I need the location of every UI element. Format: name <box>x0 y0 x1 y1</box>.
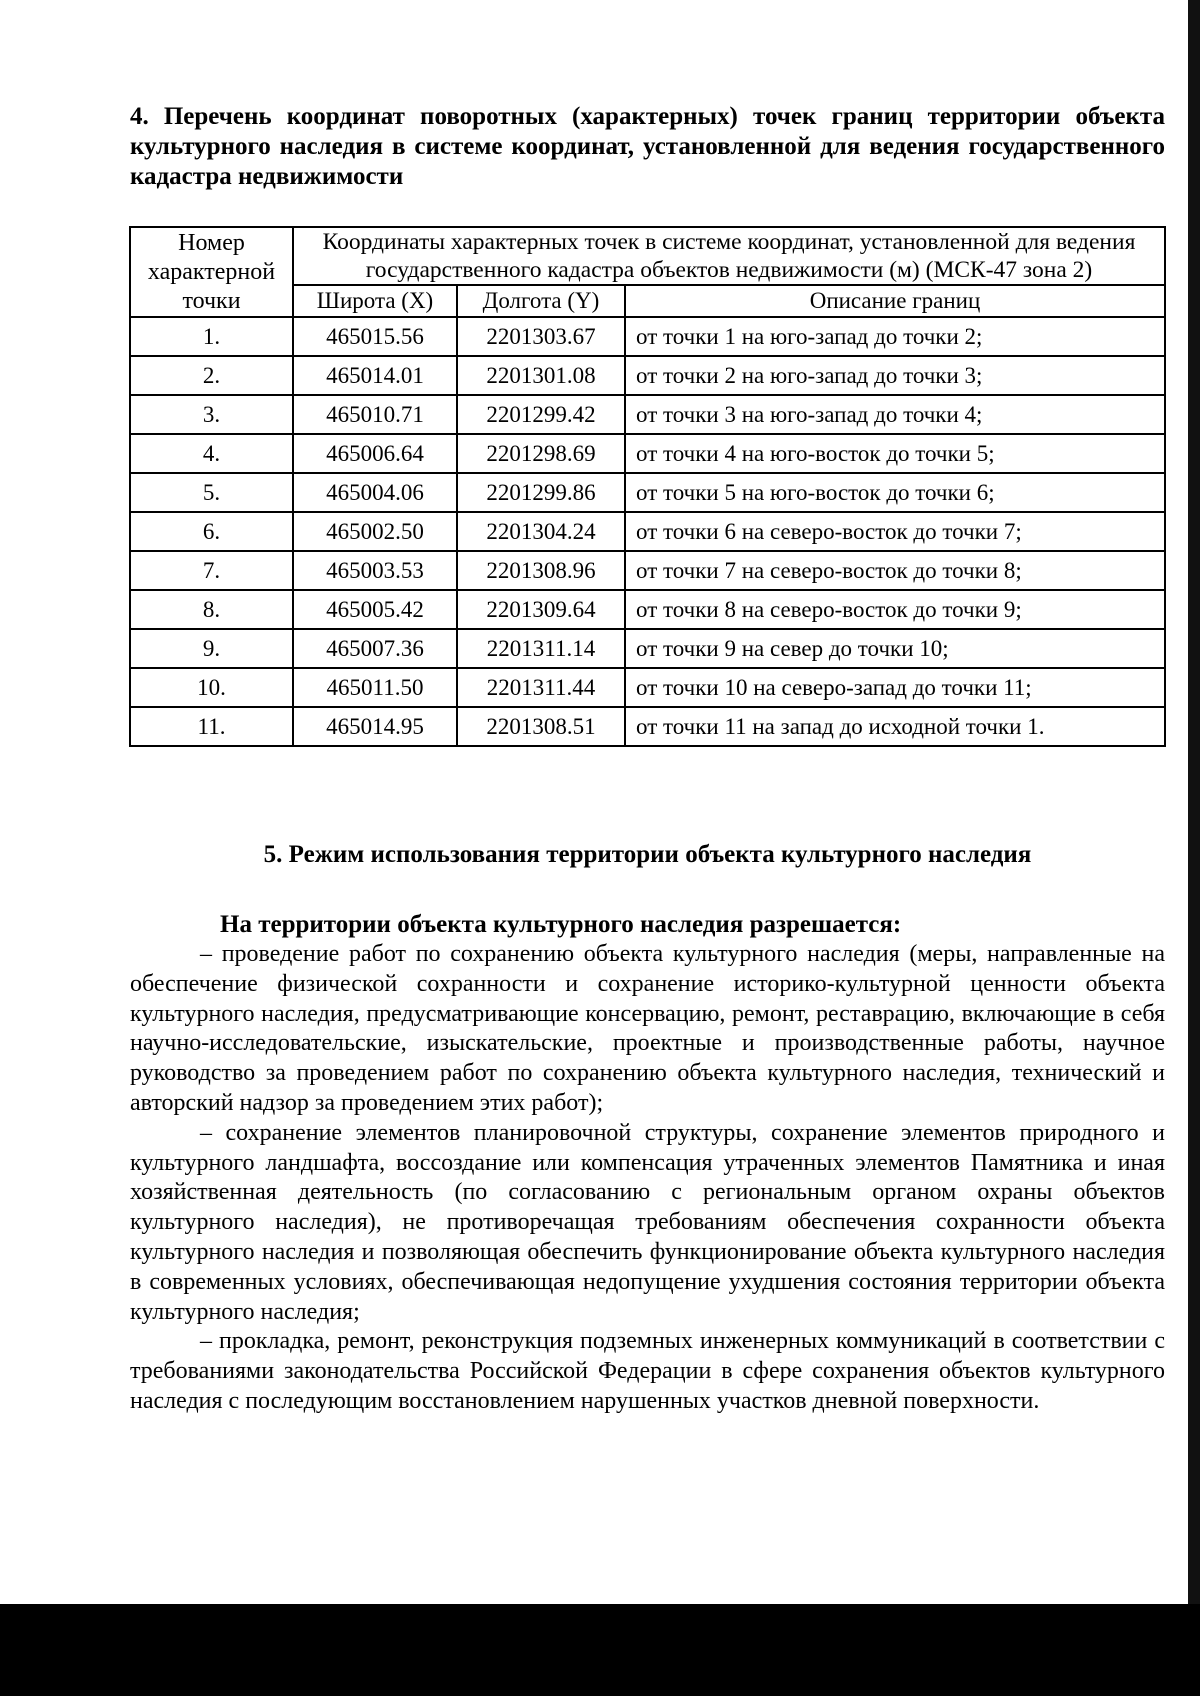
header-coordinates: Координаты характерных точек в системе координат, установленной для ведения государственного кадастра объектов недвижимости (м) (МСК-47 зона 2) <box>293 227 1165 285</box>
table-row <box>130 317 1165 356</box>
header-point-number: Номер характерной точки <box>130 227 293 317</box>
scan-edge-bottom <box>0 1604 1200 1696</box>
table-row <box>130 629 1165 668</box>
table-row <box>130 356 1165 395</box>
longitude-y: 2201304.24 <box>457 512 625 551</box>
section-5-heading: 5. Режим использования территории объекта культурного наследия <box>263 841 1032 868</box>
latitude-x: 465003.53 <box>293 551 457 590</box>
table-row <box>130 512 1165 551</box>
latitude-x: 465004.06 <box>293 473 457 512</box>
header-latitude-x: Широта (X) <box>293 285 457 317</box>
table-row <box>130 551 1165 590</box>
boundary-description: от точки 1 на юго-запад до точки 2; <box>625 317 1165 356</box>
point-number: 7. <box>130 551 293 590</box>
table-row <box>130 473 1165 512</box>
boundary-description: от точки 4 на юго-восток до точки 5; <box>625 434 1165 473</box>
longitude-y: 2201299.86 <box>457 473 625 512</box>
longitude-y: 2201311.14 <box>457 629 625 668</box>
table-row <box>130 434 1165 473</box>
latitude-x: 465002.50 <box>293 512 457 551</box>
table-row <box>130 395 1165 434</box>
paragraph: – проведение работ по сохранению объекта культурного наследия (меры, направленные на обеспечение физической сохранности и сохранение историко-культурной ценности объекта культурного наследия, предусматривающие консервацию, ремонт, реставрацию, включающие в себя научно-исследовательские, изыскательские, проектные и производственные работы, научное руководство за проведением работ по сохранению объекта культурного наследия, технический и авторский надзор за проведением этих работ); <box>130 941 1165 1116</box>
point-number: 8. <box>130 590 293 629</box>
point-number: 10. <box>130 668 293 707</box>
boundary-description: от точки 8 на северо-восток до точки 9; <box>625 590 1165 629</box>
paragraph: – прокладка, ремонт, реконструкция подземных инженерных коммуникаций в соответствии с требованиями законодательства Российской Федерации в сфере сохранения объектов культурного наследия с последующим восстановлением нарушенных участков дневной поверхности. <box>130 1328 1165 1414</box>
latitude-x: 465014.01 <box>293 356 457 395</box>
boundary-description: от точки 6 на северо-восток до точки 7; <box>625 512 1165 551</box>
boundary-description: от точки 3 на юго-запад до точки 4; <box>625 395 1165 434</box>
latitude-x: 465011.50 <box>293 668 457 707</box>
longitude-y: 2201301.08 <box>457 356 625 395</box>
latitude-x: 465010.71 <box>293 395 457 434</box>
longitude-y: 2201308.51 <box>457 707 625 746</box>
point-number: 11. <box>130 707 293 746</box>
longitude-y: 2201299.42 <box>457 395 625 434</box>
paragraph: – сохранение элементов планировочной структуры, сохранение элементов природного и культурного ландшафта, воссоздание или компенсация утраченных элементов Памятника и иная хозяйственная деятельность (по согласованию с региональным органом охраны объектов культурного наследия), не противоречащая требованиям обеспечения сохранности объекта культурного наследия и позволяющая обеспечить функционирование объекта культурного наследия в современных условиях, обеспечивающая недопущение ухудшения состояния территории объекта культурного наследия; <box>130 1119 1165 1325</box>
header-boundary-description: Описание границ <box>625 285 1165 317</box>
table-row <box>130 590 1165 629</box>
latitude-x: 465005.42 <box>293 590 457 629</box>
latitude-x: 465014.95 <box>293 707 457 746</box>
latitude-x: 465007.36 <box>293 629 457 668</box>
point-number: 6. <box>130 512 293 551</box>
longitude-y: 2201298.69 <box>457 434 625 473</box>
point-number: 9. <box>130 629 293 668</box>
scan-edge-right <box>1188 0 1200 1696</box>
boundary-description: от точки 2 на юго-запад до точки 3; <box>625 356 1165 395</box>
boundary-description: от точки 9 на север до точки 10; <box>625 629 1165 668</box>
boundary-description: от точки 11 на запад до исходной точки 1. <box>625 707 1165 746</box>
section-4-heading: 4. Перечень координат поворотных (характерных) точек границ территории объекта культурного наследия в системе координат, установленной для ведения государственного кадастра недвижимости <box>130 103 1165 190</box>
table-row <box>130 707 1165 746</box>
longitude-y: 2201308.96 <box>457 551 625 590</box>
boundary-description: от точки 10 на северо-запад до точки 11; <box>625 668 1165 707</box>
coordinates-table <box>129 226 1166 747</box>
point-number: 3. <box>130 395 293 434</box>
permitted-subheading: На территории объекта культурного наследия разрешается: <box>220 911 902 938</box>
point-number: 1. <box>130 317 293 356</box>
latitude-x: 465015.56 <box>293 317 457 356</box>
boundary-description: от точки 5 на юго-восток до точки 6; <box>625 473 1165 512</box>
document-page <box>130 0 1165 1600</box>
boundary-description: от точки 7 на северо-восток до точки 8; <box>625 551 1165 590</box>
longitude-y: 2201311.44 <box>457 668 625 707</box>
point-number: 2. <box>130 356 293 395</box>
point-number: 4. <box>130 434 293 473</box>
longitude-y: 2201303.67 <box>457 317 625 356</box>
table-row <box>130 668 1165 707</box>
header-longitude-y: Долгота (Y) <box>457 285 625 317</box>
latitude-x: 465006.64 <box>293 434 457 473</box>
longitude-y: 2201309.64 <box>457 590 625 629</box>
permitted-activities <box>130 940 1165 1417</box>
point-number: 5. <box>130 473 293 512</box>
